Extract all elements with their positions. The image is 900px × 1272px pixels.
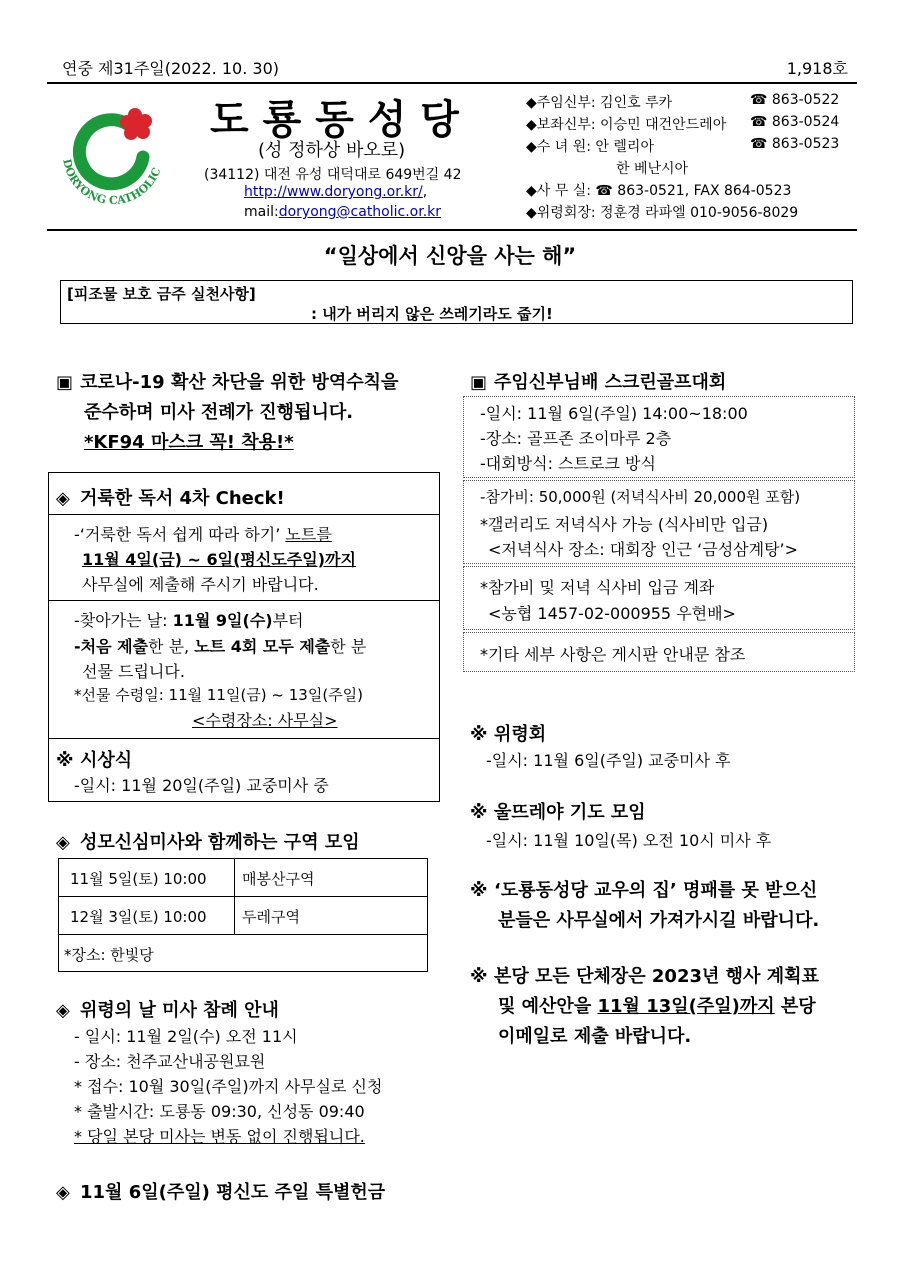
- issue-date: 연중 제31주일(2022. 10. 30): [62, 59, 279, 78]
- box-bullet-icon: ▣: [56, 372, 74, 393]
- golf-box-fee: [463, 480, 855, 564]
- corona-notice-line1: [56, 368, 398, 394]
- memorial-item: * 접수: 10월 30일(주일)까지 사무실로 신청: [74, 1077, 383, 1096]
- creation-title: [피조물 보호 금주 실천사항]: [67, 285, 256, 303]
- contact-label: ◆사 무 실:: [526, 183, 591, 199]
- contact-name: 안 렐리아: [595, 139, 654, 155]
- memorial-item: - 일시: 11월 2일(수) 오전 11시: [74, 1027, 298, 1046]
- corona-notice-line3: [84, 428, 294, 454]
- plan-text: 및 예산안을: [498, 996, 598, 1017]
- district-place: *장소: 한빛당: [64, 946, 154, 964]
- special-collection-title: [56, 1178, 385, 1204]
- ultreya-title: [470, 798, 646, 824]
- reference-mark-icon: ※: [470, 802, 488, 823]
- contact-name: ☎ 863-0521, FAX 864-0523: [595, 183, 792, 199]
- logo-text: DORYONG CATHOLIC: [60, 157, 164, 208]
- reading-bold-text: 노트 4회 모두 제출: [194, 637, 331, 656]
- mail-link[interactable]: doryong@catholic.or.kr: [278, 204, 442, 220]
- contact-name: 이승민 대건안드레아: [600, 117, 727, 133]
- website-line: [244, 184, 427, 200]
- plan-text: 본당: [774, 996, 816, 1017]
- corona-text: 코로나-19 확산 차단을 위한 방역수칙을: [80, 372, 399, 393]
- reading-p1-line1: [74, 522, 332, 545]
- golf-title: [470, 368, 726, 394]
- motto: “일상에서 신앙을 사는 해”: [323, 244, 577, 268]
- reading-text: 부터: [272, 611, 304, 630]
- golf-box-schedule: [463, 396, 855, 478]
- contact-office: [526, 180, 791, 200]
- mask-notice: *KF94 마스크 꼭! 착용!*: [84, 432, 294, 453]
- district-row-name: 두레구역: [242, 908, 300, 926]
- reference-mark-icon: ※: [470, 724, 488, 745]
- golf-detail: *갤러리도 저녁식사 가능 (식사비만 입금): [480, 515, 769, 534]
- reading-text: -찾아가는 날:: [74, 611, 173, 630]
- contact-assistant: [526, 114, 726, 134]
- mail-line: [244, 204, 441, 220]
- parish-address: (34112) 대전 유성 대덕대로 649번길 42: [204, 167, 462, 183]
- corona-notice-line2: 준수하며 미사 전례가 진행됩니다.: [84, 402, 354, 423]
- district-col-divider: [234, 858, 235, 934]
- golf-detail: -장소: 골프존 조이마루 2층: [480, 429, 672, 448]
- contact-convent: [526, 136, 654, 156]
- contact-memorial-head: [526, 202, 798, 222]
- district-row-divider: [58, 896, 428, 897]
- memorial-item: - 장소: 천주교산내공원묘원: [74, 1052, 266, 1071]
- golf-detail: <저녁식사 장소: 대회장 인근 ‘금성삼계탕’>: [488, 540, 799, 559]
- ultreya-title-text: 울뜨레야 기도 모임: [494, 802, 646, 823]
- parish-name: 도 룡 동 성 당: [210, 97, 459, 143]
- parish-patron: (성 정하상 바오로): [258, 140, 406, 161]
- plan-notice-line1: [470, 962, 819, 988]
- box-bullet-icon: ▣: [470, 372, 488, 393]
- contact-label: ◆수 녀 원:: [526, 139, 591, 155]
- contact-phone: ☎ 863-0522: [750, 92, 840, 108]
- reading-deadline: 11월 4일(금) ~ 6일(평신도주일)까지: [82, 550, 356, 569]
- contact-name: 한 베난시아: [616, 161, 689, 177]
- reading-title-text: 거룩한 독서 4차 Check!: [80, 488, 285, 509]
- contact-label: ◆주임신부:: [526, 95, 596, 111]
- reading-text: -‘거룩한 독서 쉽게 따라 하기’: [74, 525, 286, 544]
- golf-detail: *기타 세부 사항은 게시판 안내문 참조: [480, 645, 746, 664]
- header-top-rule: [47, 82, 857, 84]
- district-row-divider: [58, 934, 428, 935]
- contact-pastor: [526, 92, 672, 112]
- wirye-title-text: 위령회: [494, 724, 547, 745]
- contact-label: ◆위령회장:: [526, 205, 596, 221]
- website-link[interactable]: http://www.doryong.or.kr/: [244, 184, 423, 200]
- reference-mark-icon: ※: [56, 750, 74, 771]
- memorial-title-text: 위령의 날 미사 참례 안내: [80, 1000, 279, 1021]
- plaque-notice-line2: 분들은 사무실에서 가져가시길 바랍니다.: [498, 910, 820, 931]
- reading-p2-line2: [74, 634, 366, 657]
- plaque-text: ‘도룡동성당 교우의 집’ 명패를 못 받으신: [494, 880, 818, 901]
- golf-box-account: [463, 566, 855, 630]
- reading-bold-text: -처음 제출: [74, 637, 149, 656]
- parish-logo: [55, 95, 170, 210]
- plan-text: 본당 모든 단체장은 2023년 행사 계획표: [494, 966, 819, 987]
- award-title-text: 시상식: [80, 750, 133, 771]
- diamond-bullet-icon: ◈: [56, 832, 70, 853]
- reading-text: 한 분,: [148, 637, 195, 656]
- reading-note-text: 노트를: [285, 525, 332, 544]
- memorial-item: * 당일 본당 미사는 변동 없이 진행됩니다.: [74, 1127, 365, 1146]
- district-row-date: 12월 3일(토) 10:00: [70, 908, 207, 926]
- award-title: [56, 746, 132, 772]
- golf-title-text: 주임신부님배 스크린골프대회: [494, 372, 727, 393]
- creation-text: : 내가 버리지 않은 쓰레기라도 줍기!: [311, 305, 553, 323]
- golf-account: <농협 1457-02-000955 우현배>: [488, 604, 736, 623]
- golf-box-etc: [463, 632, 855, 672]
- award-text: -일시: 11월 20일(주일) 교중미사 중: [74, 776, 329, 795]
- golf-detail: -일시: 11월 6일(주일) 14:00~18:00: [480, 404, 748, 423]
- plan-deadline: 11월 13일(주일)까지: [597, 996, 775, 1017]
- reference-mark-icon: ※: [470, 880, 488, 901]
- logo-icon: [55, 95, 170, 210]
- issue-number: 1,918호: [786, 59, 848, 78]
- diamond-bullet-icon: ◈: [56, 1182, 70, 1203]
- golf-detail: -대회방식: 스트로크 방식: [480, 454, 656, 473]
- plaque-notice-line1: [470, 876, 817, 902]
- contact-label: ◆보좌신부:: [526, 117, 596, 133]
- reading-gift-place: <수령장소: 사무실>: [192, 711, 338, 730]
- header-bottom-rule: [47, 229, 857, 231]
- diamond-bullet-icon: ◈: [56, 488, 70, 509]
- reading-p2-line3: 선물 드립니다.: [82, 662, 185, 681]
- reference-mark-icon: ※: [470, 966, 488, 987]
- memorial-title: [56, 996, 279, 1022]
- creation-box: [60, 280, 853, 324]
- ultreya-text: -일시: 11월 10일(목) 오전 10시 미사 후: [486, 831, 772, 850]
- diamond-bullet-icon: ◈: [56, 1000, 70, 1021]
- contact-name: 김인호 루카: [600, 95, 673, 111]
- district-title-text: 성모신심미사와 함께하는 구역 모임: [80, 832, 360, 853]
- contact-phone: ☎ 863-0523: [750, 136, 840, 152]
- mail-label: mail:: [244, 204, 279, 220]
- plan-notice-line2: [498, 992, 816, 1018]
- reading-title: [56, 484, 285, 510]
- reading-divider-3: [48, 738, 440, 739]
- contact-phone: ☎ 863-0524: [750, 114, 840, 130]
- golf-detail: *참가비 및 저녁 식사비 입금 계좌: [480, 578, 715, 597]
- wirye-title: [470, 720, 546, 746]
- district-row-date: 11월 5일(토) 10:00: [70, 870, 207, 888]
- district-title: [56, 828, 360, 854]
- wirye-text: -일시: 11월 6일(주일) 교중미사 후: [486, 751, 731, 770]
- plan-notice-line3: 이메일로 제출 바랍니다.: [498, 1026, 692, 1047]
- reading-divider-2: [48, 600, 440, 601]
- district-row-name: 매봉산구역: [242, 870, 315, 888]
- website-suffix: ,: [422, 184, 428, 200]
- reading-text: 한 분: [330, 637, 367, 656]
- golf-detail: -참가비: 50,000원 (저녁식사비 20,000원 포함): [480, 488, 801, 506]
- memorial-item: * 출발시간: 도룡동 09:30, 신성동 09:40: [74, 1102, 365, 1121]
- reading-gift-date: *선물 수령일: 11월 11일(금) ~ 13일(주일): [74, 686, 364, 704]
- reading-p2-line1: [74, 608, 304, 631]
- reading-visit-date: 11월 9일(수): [172, 611, 273, 630]
- contact-name: 정훈경 라파엘 010-9056-8029: [600, 205, 799, 221]
- reading-p1-line3: 사무실에 제출해 주시기 바랍니다.: [82, 575, 319, 594]
- reading-divider-1: [48, 514, 440, 515]
- special-collection-text: 11월 6일(주일) 평신도 주일 특별헌금: [80, 1182, 386, 1203]
